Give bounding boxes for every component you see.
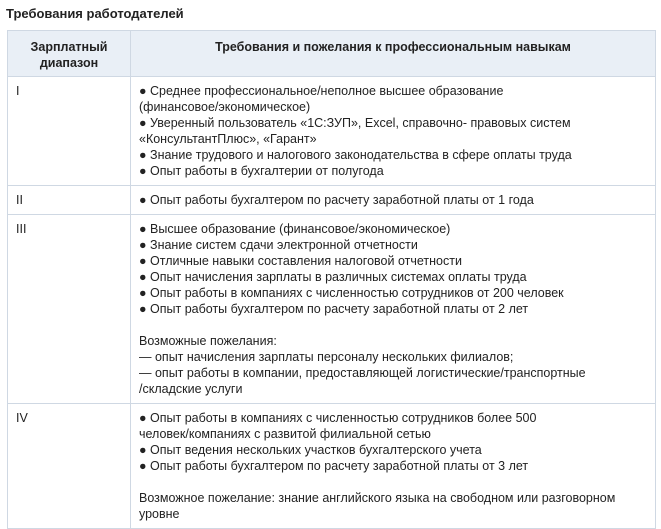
requirements-cell <box>131 215 656 404</box>
requirement-line: /складские услуги <box>139 382 243 396</box>
blank-line <box>139 474 647 490</box>
table-row <box>8 186 656 215</box>
requirement-line: «КонсультантПлюс», «Гарант» <box>139 132 317 146</box>
salary-range-cell: I <box>8 77 131 186</box>
requirement-line: уровне <box>139 507 180 521</box>
requirements-table <box>7 30 656 529</box>
requirement-line: ● Опыт начисления зарплаты в различных системах оплаты труда <box>139 270 527 284</box>
requirement-line: (финансовое/экономическое) <box>139 100 311 114</box>
requirement-line: ● Знание трудового и налогового законодательства в сфере оплаты труда <box>139 148 572 162</box>
salary-range-cell: III <box>8 215 131 404</box>
requirement-line: Возможное пожелание: знание английского языка на свободном или разговорном <box>139 491 616 505</box>
requirement-line: ● Опыт работы бухгалтером по расчету заработной платы от 3 лет <box>139 459 529 473</box>
header-salary-range-part: диапазон <box>39 56 99 70</box>
requirement-line: ● Опыт работы в бухгалтерии от полугода <box>139 164 384 178</box>
requirement-line: ● Опыт работы в компаниях с численностью сотрудников более 500 <box>139 411 537 425</box>
page-title: Требования работодателей <box>6 6 184 21</box>
table-header-row <box>8 31 656 77</box>
header-requirements: Требования и пожелания к профессиональным навыкам <box>131 31 656 77</box>
requirement-line: ● Знание систем сдачи электронной отчетности <box>139 238 418 252</box>
salary-range-cell: IV <box>8 404 131 529</box>
requirement-line: — опыт работы в компании, предоставляющей логистические/транспортные <box>139 366 586 380</box>
requirement-line: ● Среднее профессиональное/неполное высшее образование <box>139 84 504 98</box>
requirements-cell <box>131 186 656 215</box>
table-row <box>8 215 656 404</box>
requirement-line: ● Опыт работы бухгалтером по расчету заработной платы от 1 года <box>139 193 534 207</box>
requirement-line: ● Опыт работы в компаниях с численностью сотрудников от 200 человек <box>139 286 564 300</box>
requirement-line: ● Уверенный пользователь «1С:ЗУП», Excel, справочно- правовых систем <box>139 116 571 130</box>
requirement-line: человек/компаниях с развитой филиальной сетью <box>139 427 431 441</box>
requirement-line: ● Высшее образование (финансовое/экономическое) <box>139 222 451 236</box>
header-salary-range <box>8 31 131 77</box>
salary-range-cell: II <box>8 186 131 215</box>
requirements-cell <box>131 404 656 529</box>
requirement-line: ● Опыт работы бухгалтером по расчету заработной платы от 2 лет <box>139 302 529 316</box>
table-body <box>8 77 656 529</box>
table-row <box>8 404 656 529</box>
blank-line <box>139 317 647 333</box>
requirement-line: ● Отличные навыки составления налоговой отчетности <box>139 254 462 268</box>
table-row <box>8 77 656 186</box>
header-salary-range-part: Зарплатный <box>30 40 108 54</box>
requirements-cell <box>131 77 656 186</box>
requirement-line: — опыт начисления зарплаты персоналу нескольких филиалов; <box>139 350 514 364</box>
requirement-line: ● Опыт ведения нескольких участков бухгалтерского учета <box>139 443 482 457</box>
requirement-line: Возможные пожелания: <box>139 334 277 348</box>
